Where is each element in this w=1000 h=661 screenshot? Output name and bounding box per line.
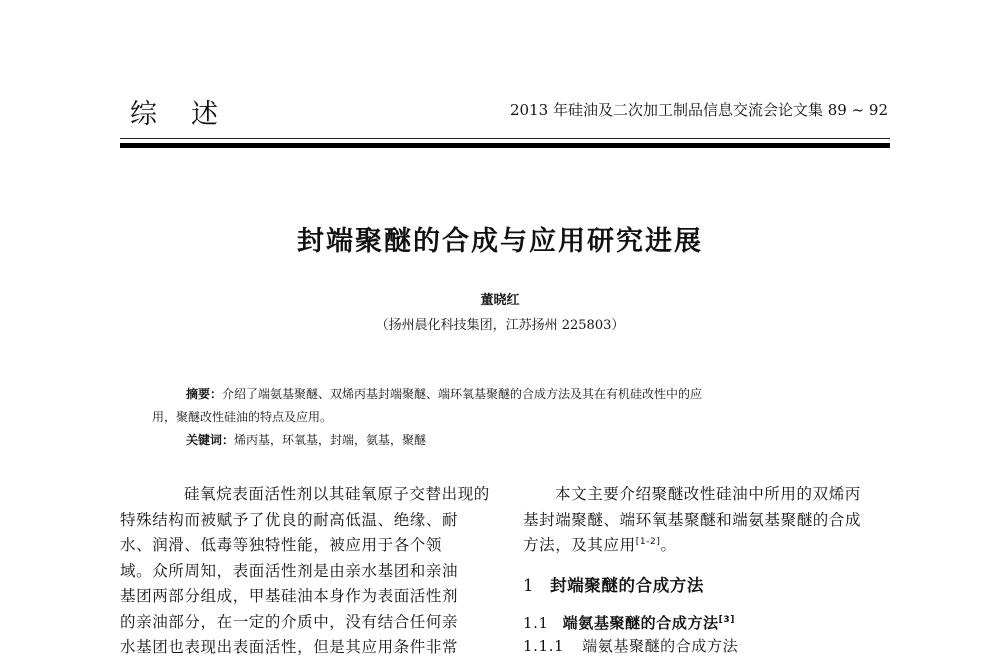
body-line: 基封端聚醚、端环氧基聚醚和端氨基聚醚的合成	[523, 510, 862, 529]
abstract-block	[152, 383, 862, 452]
section-title: 端氨基聚醚的合成方法	[582, 636, 739, 655]
abstract-line-2: 用，聚醚改性硅油的特点及应用。	[152, 410, 333, 424]
keywords-label: 关键词：	[186, 433, 235, 447]
body-line: 硅氧烷表面活性剂以其硅氧原子交替出现的	[184, 485, 490, 503]
section-label: 综述	[130, 99, 252, 130]
header-rule-thin	[120, 138, 890, 139]
section-heading-1-1	[523, 611, 895, 635]
header-rule-thick	[120, 143, 890, 148]
body-line: 基团两部分组成，甲基硅油本身作为表面活性剂	[120, 587, 459, 605]
author-name: 董晓红	[480, 293, 520, 308]
body-right-column	[523, 482, 895, 657]
abstract-text-1: 介绍了端氨基聚醚、双烯丙基封端聚醚、端环氧基聚醚的合成方法及其在有机硅改性中的应	[222, 387, 703, 401]
body-line: 特殊结构而被赋予了优良的耐高低温、绝缘、耐	[120, 510, 459, 529]
body-line: 水基团也表现出表面活性，但是其应用条件非常	[120, 638, 459, 656]
citation-ref: [1-2]	[635, 536, 661, 547]
paper-title: 封端聚醚的合成与应用研究进展	[297, 226, 703, 257]
body-line: 的亲油部分，在一定的介质中，没有结合任何亲	[120, 612, 459, 631]
abstract-label: 摘要：	[186, 387, 223, 401]
body-line: 水、润滑、低毒等独特性能，被应用于各个领	[120, 536, 443, 554]
body-left-column	[120, 482, 492, 661]
section-number: 1	[523, 575, 535, 595]
keywords-line	[152, 429, 862, 452]
section-number: 1.1.1	[523, 636, 565, 655]
section-heading-1	[523, 573, 895, 599]
journal-citation: 2013 年硅油及二次加工制品信息交流会论文集 89 ~ 92	[510, 101, 888, 119]
section-title: 封端聚醚的合成方法	[550, 575, 705, 595]
citation-ref: [3]	[718, 614, 735, 625]
body-line: 域。众所周知，表面活性剂是由亲水基团和亲油	[120, 561, 459, 580]
body-line-with-citation	[523, 533, 895, 559]
body-text: 方法，及其应用	[523, 536, 636, 554]
body-punct: 。	[660, 536, 677, 554]
abstract-line-1	[152, 383, 862, 406]
body-line: 本文主要介绍聚醚改性硅油中所用的双烯丙	[555, 485, 861, 503]
author-affiliation: （扬州晨化科技集团，江苏扬州 225803）	[375, 318, 625, 333]
section-title: 端氨基聚醚的合成方法	[562, 613, 719, 632]
section-number: 1.1	[523, 613, 549, 632]
keywords-text: 烯丙基，环氧基，封端，氨基，聚醚	[234, 433, 427, 447]
section-heading-1-1-1	[523, 635, 895, 657]
